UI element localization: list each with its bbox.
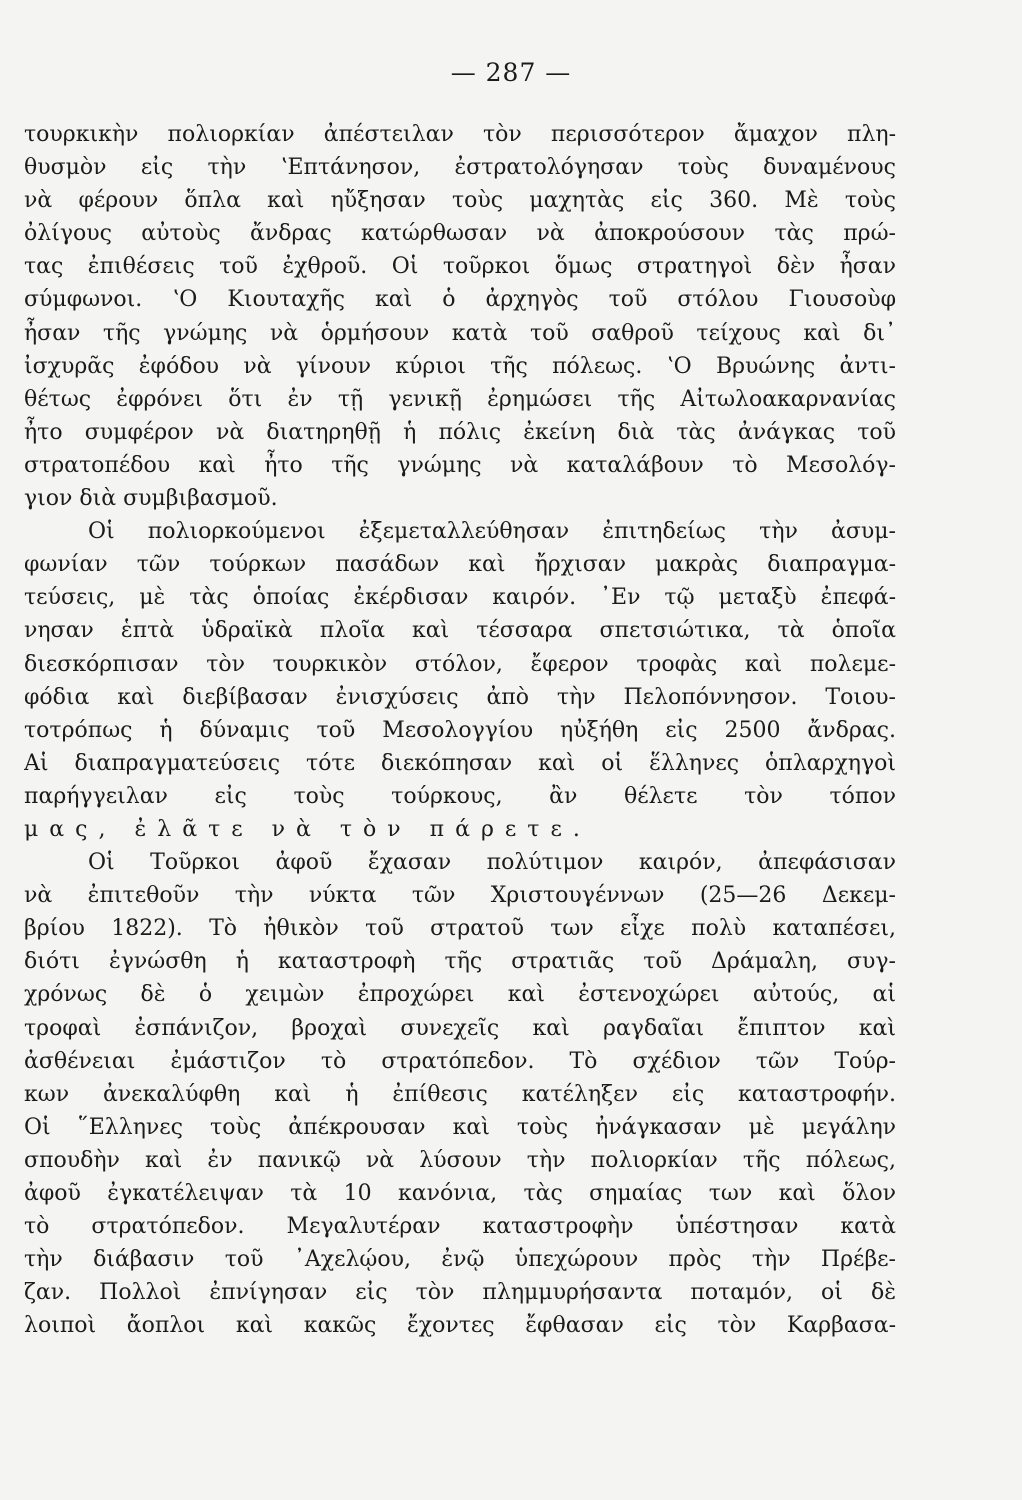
text-line: νησαν ἑπτὰ ὑδραϊκὰ πλοῖα καὶ τέσσαρα σπετσιώτικα, τὰ ὁποῖα [24, 618, 896, 644]
text-line: παρήγγειλαν εἰς τοὺς τούρκους, ἂν θέλετε τὸν τόπον [24, 783, 896, 809]
text-line: στρατοπέδου καὶ ἦτο τῆς γνώμης νὰ καταλάβουν τὸ Μεσολόγ- [24, 452, 896, 478]
text-line: ἦσαν τῆς γνώμης νὰ ὁρμήσουν κατὰ τοῦ σαθροῦ τείχους καὶ δι᾿ [24, 320, 896, 346]
body-text [24, 118, 896, 1342]
text-line: διότι ἐγνώσθη ἡ καταστροφὴ τῆς στρατιᾶς τοῦ Δράμαλη, συγ- [24, 949, 896, 975]
text-line: διεσκόρπισαν τὸν τουρκικὸν στόλον, ἔφερον τροφὰς καὶ πολεμε- [24, 651, 896, 677]
text-line: τὴν διάβασιν τοῦ ᾿Αχελῴου, ἐνῷ ὑπεχώρουν πρὸς τὴν Πρέβε- [24, 1247, 896, 1273]
text-line: λοιποὶ ἄοπλοι καὶ κακῶς ἔχοντες ἔφθασαν εἰς τὸν Καρβασα- [24, 1313, 896, 1339]
text-line: ἦτο συμφέρον νὰ διατηρηθῇ ἡ πόλις ἐκείνη διὰ τὰς ἀνάγκας τοῦ [24, 419, 896, 445]
text-line: κων ἀνεκαλύφθη καὶ ἡ ἐπίθεσις κατέληξεν εἰς καταστροφήν. [24, 1081, 896, 1107]
text-line: τοτρόπως ἡ δύναμις τοῦ Μεσολογγίου ηὐξήθη εἰς 2500 ἄνδρας. [24, 717, 896, 743]
paragraph-first-line: Οἱ Τοῦρκοι ἀφοῦ ἔχασαν πολύτιμον καιρόν, ἀπεφάσισαν [88, 850, 896, 876]
text-line: σπουδὴν καὶ ἐν πανικῷ νὰ λύσουν τὴν πολιορκίαν τῆς πόλεως, [24, 1147, 896, 1173]
page-number: — 287 — [450, 58, 572, 87]
paragraph-first-line: Οἱ πολιορκούμενοι ἐξεμεταλλεύθησαν ἐπιτηδείως τὴν ἀσυμ- [88, 519, 896, 545]
text-line: τουρκικὴν πολιορκίαν ἀπέστειλαν τὸν περισσότερον ἄμαχον πλη- [24, 122, 896, 147]
text-line: ζαν. Πολλοὶ ἐπνίγησαν εἰς τὸν πλημμυρήσαντα ποταμόν, οἱ δὲ [24, 1280, 896, 1306]
text-line: Οἱ ῞Ελληνες τοὺς ἀπέκρουσαν καὶ τοὺς ἠνάγκασαν μὲ μεγάλην [24, 1114, 896, 1140]
text-line: φωνίαν τῶν τούρκων πασάδων καὶ ἤρχισαν μακρὰς διαπραγμα- [24, 552, 896, 578]
text-line: τροφαὶ ἐσπάνιζον, βροχαὶ συνεχεῖς καὶ ραγδαῖαι ἔπιπτον καὶ [24, 1015, 896, 1041]
text-line: σύμφωνοι. ʽΟ Κιουταχῆς καὶ ὁ ἀρχηγὸς τοῦ στόλου Γιουσοὺφ [24, 287, 896, 313]
paragraph-end-line: γιον διὰ συμβιβασμοῦ. [24, 486, 278, 512]
text-line: τὸ στρατόπεδον. Μεγαλυτέραν καταστροφὴν ὑπέστησαν κατὰ [24, 1214, 896, 1240]
text-line: βρίου 1822). Τὸ ἠθικὸν τοῦ στρατοῦ των εἶχε πολὺ καταπέσει, [24, 916, 896, 942]
text-line: θυσμὸν εἰς τὴν ʽΕπτάνησον, ἐστρατολόγησαν τοὺς δυναμένους [24, 155, 896, 181]
text-line: τεύσεις, μὲ τὰς ὁποίας ἐκέρδισαν καιρόν. ᾿Εν τῷ μεταξὺ ἐπεφά- [24, 585, 896, 611]
text-line: φόδια καὶ διεβίβασαν ἐνισχύσεις ἀπὸ τὴν Πελοπόννησον. Τοιου- [24, 684, 896, 710]
text-line: χρόνως δὲ ὁ χειμὼν ἐπροχώρει καὶ ἐστενοχώρει αὐτούς, αἱ [24, 982, 896, 1008]
text-line: ὀλίγους αὐτοὺς ἄνδρας κατώρθωσαν νὰ ἀποκρούσουν τὰς πρώ- [24, 221, 896, 247]
text-line: ἀσθένειαι ἐμάστιζον τὸ στρατόπεδον. Τὸ σχέδιον τῶν Τούρ- [24, 1048, 896, 1074]
text-line: ἰσχυρᾶς ἐφόδου νὰ γίνουν κύριοι τῆς πόλεως. ʽΟ Βρυώνης ἀντι- [24, 353, 896, 379]
text-line: νὰ ἐπιτεθοῦν τὴν νύκτα τῶν Χριστουγέννων (25—26 Δεκεμ- [24, 883, 896, 909]
text-line: νὰ φέρουν ὅπλα καὶ ηὔξησαν τοὺς μαχητὰς εἰς 360. Μὲ τοὺς [24, 188, 896, 214]
paragraph-end-line: μας, ἐλᾶτε νὰ τὸν πάρετε. [24, 816, 591, 842]
text-line: Αἱ διαπραγματεύσεις τότε διεκόπησαν καὶ οἱ ἕλληνες ὁπλαρχηγοὶ [24, 750, 896, 776]
text-line: θέτως ἐφρόνει ὅτι ἐν τῇ γενικῇ ἐρημώσει τῆς Αἰτωλοακαρνανίας [24, 386, 896, 412]
text-line: τας ἐπιθέσεις τοῦ ἐχθροῦ. Οἱ τοῦρκοι ὅμως στρατηγοὶ δὲν ἦσαν [24, 254, 896, 280]
text-line: ἀφοῦ ἐγκατέλειψαν τὰ 10 κανόνια, τὰς σημαίας των καὶ ὅλον [24, 1181, 896, 1206]
